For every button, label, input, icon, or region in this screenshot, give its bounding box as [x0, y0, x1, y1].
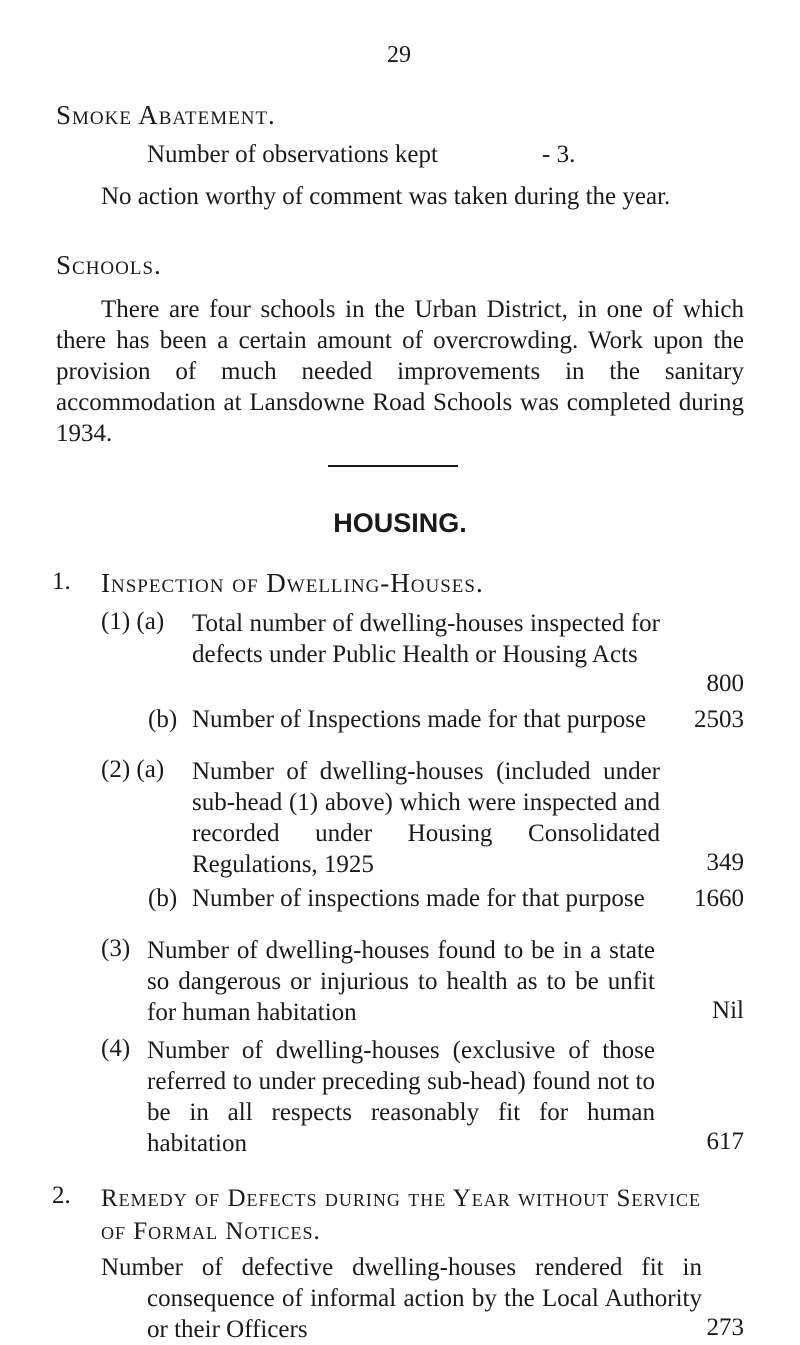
- item-2b-text: Number of inspections made for that purpose: [192, 885, 645, 912]
- section2-value: 273: [706, 1314, 744, 1341]
- item-1a-value: 800: [706, 670, 744, 697]
- item-3-value: Nil: [712, 997, 744, 1024]
- item-1b-text: Number of Inspections made for that purpose: [192, 706, 647, 733]
- item-2a-text: Number of dwelling-houses (included under sub-head (1) above) which were inspected and recorded under Housing Consolidated Regulations, 1925: [192, 758, 660, 878]
- smoke-abatement-heading: Smoke Abatement.: [56, 100, 276, 130]
- item-4-number: (4): [101, 1035, 131, 1062]
- item-2a-number: (2) (a): [101, 756, 165, 783]
- smoke-note: No action worthy of comment was taken during the year.: [101, 183, 671, 210]
- section1-number: 1.: [52, 568, 71, 595]
- item-1b-number: (b): [148, 706, 178, 733]
- item-1a-number: (1) (a): [101, 608, 165, 635]
- item-4-text: Number of dwelling-houses (exclusive of those referred to under preceding sub-head) found not to be in all respects reasonably fit for human habitation: [147, 1037, 655, 1157]
- section-divider: [328, 465, 458, 467]
- item-2b-value: 1660: [694, 885, 744, 912]
- section2-number: 2.: [52, 1182, 71, 1209]
- schools-heading: Schools.: [56, 250, 162, 280]
- observations-label: Number of observations kept: [147, 141, 438, 168]
- section1-heading: Inspection of Dwelling-Houses.: [101, 568, 484, 598]
- schools-paragraph: There are four schools in the Urban District, in one of which there has been a certain amount of overcrowding. Work upon the provision of much needed improvements in the sanitary accommodation at Lansdowne Road Schools was completed during 1934.: [56, 296, 744, 447]
- item-1a-text: Total number of dwelling-houses inspected for defects under Public Health or Housing Acts: [192, 610, 660, 668]
- section2-text: Number of defective dwelling-houses rendered fit in consequence of informal action by the Local Authority or their Officers: [101, 1254, 702, 1343]
- page-number: 29: [387, 42, 411, 68]
- section2-heading: Remedy of Defects during the Year without Service of Formal Notices.: [101, 1185, 701, 1245]
- item-4-value: 617: [706, 1128, 744, 1155]
- item-2a-value: 349: [706, 849, 744, 876]
- item-2b-number: (b): [148, 885, 178, 912]
- item-3-number: (3): [101, 935, 131, 962]
- observations-value: - 3.: [542, 141, 576, 168]
- housing-title: HOUSING.: [333, 508, 467, 538]
- item-3-text: Number of dwelling-houses found to be in a state so dangerous or injurious to health as to be unfit for human habitation: [147, 937, 655, 1026]
- item-1b-value: 2503: [694, 706, 744, 733]
